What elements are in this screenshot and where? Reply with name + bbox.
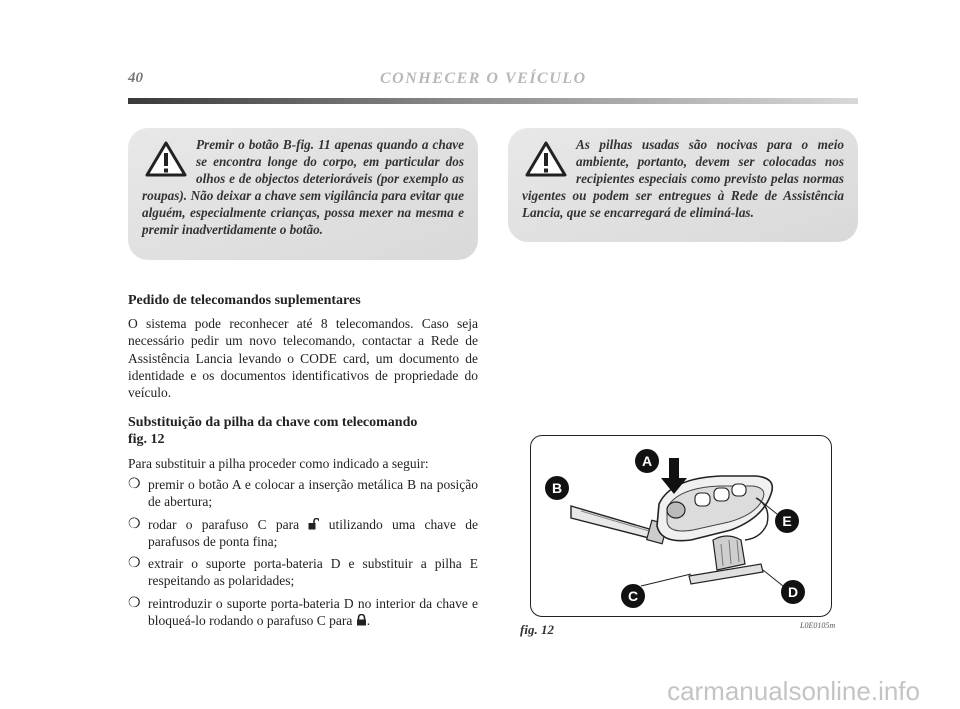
bullet: ❍ [128,595,141,611]
svg-text:E: E [782,513,792,529]
svg-text:D: D [787,584,799,600]
step-text: rodar o parafuso C para [148,516,300,532]
list-item [128,476,478,511]
steps-list [128,476,478,634]
step-text: . [366,613,371,629]
warning-box-key-button [128,128,478,260]
label-d [781,580,805,604]
figure-code: L0E0105m [800,621,836,630]
key-battery-illustration [531,436,830,615]
warning-text: Premir o botão B-fig. 11 apenas quando a chave se encontra longe do corpo, em particular dos olhos e de objectos deterioráveis (por exemplo as roupas). Não deixar a chave sem vigilância para evitar que alguém, especialmente crianças, possa mexer na mesma e premir inadvertidamente o botão. [142,137,464,237]
figure-caption: fig. 12 [520,622,554,637]
chapter-title: CONHECER O VEÍCULO [380,70,587,87]
section-heading-additional-remotes: Pedido de telecomandos suplementares [128,293,361,308]
battery-holder [689,536,763,584]
warning-triangle-icon [144,140,188,178]
warning-box-batteries [508,128,858,242]
list-item [128,555,478,590]
svg-text:B: B [551,480,563,496]
section-body-additional-remotes: O sistema pode reconhecer até 8 telecomandos. Caso seja necessário pedir um novo telecomando, contactar a Rede de Assistência Lancia levando o CODE card, um documento de identidade e os documentos identificativos de propriedade do veículo. [128,316,478,401]
step-text: utilizando uma chave de parafusos de ponta fina; [148,516,479,549]
padlock-open-icon [308,518,319,530]
heading-fig-ref: fig. 12 [128,432,165,447]
section-heading-battery-replacement [128,414,478,448]
svg-text:C: C [627,588,639,604]
padlock-closed-icon [356,614,367,626]
header-rule [128,98,858,104]
list-item [128,516,478,551]
heading-line: Substituição da pilha da chave com telecomando [128,415,418,430]
step-text: reintroduzir o suporte porta-bateria D no interior da chave e bloqueá-lo rodando o parafuso C para [148,595,478,629]
step-text: extrair o suporte porta-bateria D e substituir a pilha E respeitando as polaridades; [148,556,478,589]
key-blade [571,506,667,544]
section-intro-battery-replacement: Para substituir a pilha proceder como indicado a seguir: [128,456,429,471]
bullet: ❍ [128,477,141,492]
watermark: carmanualsonline.info [667,676,920,706]
label-c [621,584,645,608]
warning-text: As pilhas usadas são nocivas para o meio ambiente, portanto, devem ser colocadas nos recipientes especiais como previsto pelas normas vigentes ou podem ser entregues à Rede de Assistência Lancia, que se encarregará de eliminá-las. [522,137,844,220]
label-e [775,509,799,533]
warning-triangle-icon [524,140,568,178]
figure-12-frame [530,435,832,617]
label-a [635,449,659,473]
label-b [545,476,569,500]
svg-text:A: A [641,453,653,469]
page-number: 40 [128,70,143,86]
bullet: ❍ [128,556,141,572]
bullet: ❍ [128,516,141,532]
step-text: premir o botão A e colocar a inserção metálica B na posição de abertura; [148,477,478,510]
list-item [128,595,478,630]
